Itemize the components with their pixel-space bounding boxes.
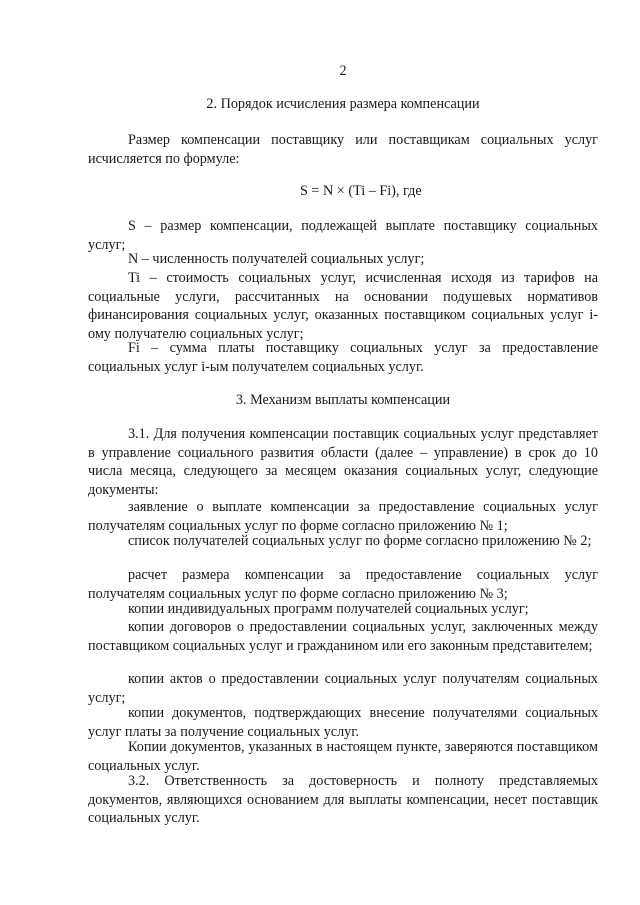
compensation-formula: S = N × (Ti – Fi), где <box>300 183 422 199</box>
document-item-payment-proof: копии документов, подтверждающих внесение получателями социальных услуг платы за получение социальных услуг. <box>88 705 598 740</box>
paragraph-3-1: 3.1. Для получения компенсации поставщик социальных услуг представляет в управление социального развития области (далее – управление) в срок до 10 числа месяца, следующего за месяцем оказания социальных услуг, следующие документы: <box>88 426 598 498</box>
definition-ti: Ti – стоимость социальных услуг, исчисленная исходя из тарифов на социальные услуги, рассчитанных на основании подушевых нормативов финансирования социальных услуг, оказанных поставщиком социальных услуг i-ому получателю социальных услуг; <box>88 270 598 342</box>
certification-note: Копии документов, указанных в настоящем пункте, заверяются поставщиком социальных услуг. <box>88 739 598 774</box>
document-item-acts: копии актов о предоставлении социальных услуг получателям социальных услуг; <box>88 671 598 706</box>
document-item-application: заявление о выплате компенсации за предоставление социальных услуг получателям социальных услуг по форме согласно приложению № 1; <box>88 499 598 534</box>
definition-n: N – численность получателей социальных услуг; <box>128 251 425 267</box>
document-item-contracts: копии договоров о предоставлении социальных услуг, заключенных между поставщиком социальных услуг и гражданином или его законным представителем; <box>88 619 598 654</box>
definition-s: S – размер компенсации, подлежащей выплате поставщику социальных услуг; <box>88 218 598 253</box>
paragraph-3-2: 3.2. Ответственность за достоверность и полноту представляемых документов, являющихся основанием для выплаты компенсации, несет поставщик социальных услуг. <box>88 773 598 827</box>
definition-fi: Fi – сумма платы поставщику социальных услуг за предоставление социальных услуг i-ым получателем социальных услуг. <box>88 340 598 375</box>
section-3-heading: 3. Механизм выплаты компенсации <box>235 392 451 408</box>
document-item-calculation: расчет размера компенсации за предоставление социальных услуг получателям социальных услуг по форме согласно приложению № 3; <box>88 567 598 602</box>
document-item-recipient-list: список получателей социальных услуг по форме согласно приложению № 2; <box>128 533 592 549</box>
section-2-heading: 2. Порядок исчисления размера компенсации <box>206 96 480 112</box>
document-item-individual-programs: копии индивидуальных программ получателей социальных услуг; <box>128 601 529 617</box>
section-2-intro: Размер компенсации поставщику или поставщикам социальных услуг исчисляется по формуле: <box>88 132 598 167</box>
page-number: 2 <box>339 63 347 79</box>
